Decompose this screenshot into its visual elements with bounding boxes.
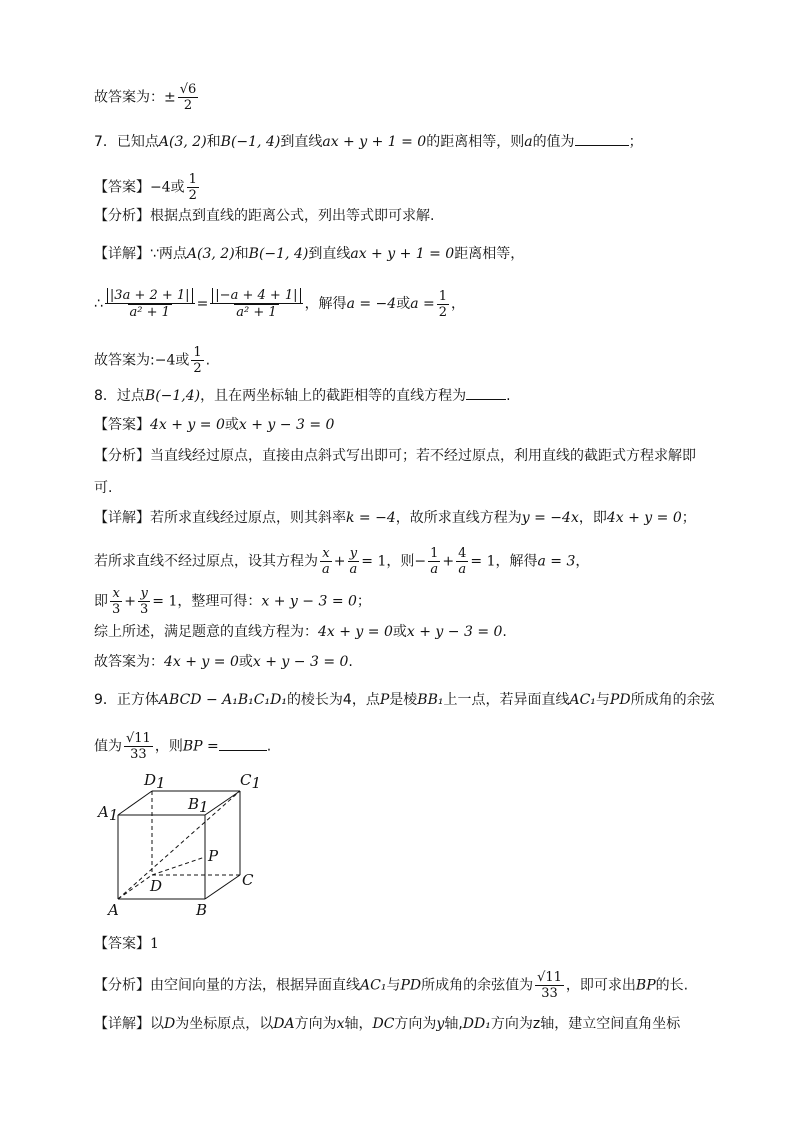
prev-answer-line: 故答案为：± $\frac{√6}{2}$ bbox=[94, 82, 197, 113]
question-8: 8．过点B(−1,4)，且在两坐标轴上的截距相等的直线方程为 . bbox=[94, 385, 511, 406]
q8-analysis-l2: 可. bbox=[94, 480, 113, 496]
segment-pd bbox=[152, 857, 205, 875]
label-d1: D1 bbox=[144, 771, 166, 792]
label-c1: C1 bbox=[240, 771, 262, 792]
label-b1: B1 bbox=[188, 795, 209, 816]
q7-detail: 【详解】∵两点A(3, 2)和B(−1, 4)到直线ax + y + 1 = 0距离相等， bbox=[94, 246, 525, 262]
q8-detail-2: 若所求直线不经过原点，设其方程为 $\frac{x}{a}$ + $\frac{y}{a}$ = 1，则− $\frac{1}{a}$ + $\frac{4}{a}$ = 1，解得a = 3， bbox=[94, 546, 590, 577]
q9-detail: 【详解】以D为坐标原点，以DA方向为x轴，DC方向为y轴,DD₁方向为z轴，建立空间直角坐标 bbox=[94, 1016, 681, 1032]
answer-blank bbox=[575, 131, 629, 146]
cube-figure bbox=[90, 765, 280, 925]
edge-bc bbox=[205, 875, 240, 899]
label-c: C bbox=[242, 871, 254, 889]
q8-answer: 【答案】4x + y = 0或x + y − 3 = 0 bbox=[94, 417, 335, 433]
q7-answer: 【答案】−4或 $\frac{1}{2}$ bbox=[94, 172, 197, 203]
detail-tag: 【详解】 bbox=[94, 246, 150, 262]
label-a1: A1 bbox=[98, 803, 119, 824]
answer-blank bbox=[219, 736, 267, 751]
analysis-tag: 【分析】 bbox=[94, 208, 150, 224]
label-p: P bbox=[208, 847, 219, 865]
q8-detail-1: 【详解】若所求直线经过原点，则其斜率k = −4，故所求直线方程为y = −4x，即4x + y = 0； bbox=[94, 510, 696, 526]
question-7: 7．已知点A(3, 2)和B(−1, 4)到直线ax + y + 1 = 0的距离相等，则a的值为 ； bbox=[94, 131, 643, 152]
q8-detail-3: 即 $\frac{x}{3}$ + $\frac{y}{3}$ = 1，整理可得：x + y − 3 = 0； bbox=[94, 586, 371, 617]
q8-detail-4: 综上所述，满足题意的直线方程为：4x + y = 0或x + y − 3 = 0. bbox=[94, 624, 507, 640]
q9-answer: 【答案】1 bbox=[94, 936, 159, 952]
question-9-line2: 值为 $\frac{√11}{33}$ ，则BP = . bbox=[94, 731, 272, 762]
diagonal-ac1 bbox=[118, 791, 240, 899]
question-9: 9．正方体ABCD − A₁B₁C₁D₁的棱长为4，点P是棱BB₁上一点，若异面直线AC₁与PD所成角的余弦 bbox=[94, 692, 715, 708]
q8-detail-5: 故答案为：4x + y = 0或x + y − 3 = 0. bbox=[94, 654, 353, 670]
edge-b1c1 bbox=[205, 791, 240, 815]
label-a: A bbox=[108, 901, 119, 919]
fraction: $\frac{√6}{2}$ bbox=[179, 82, 197, 113]
q7-analysis: 【分析】根据点到直线的距离公式，列出等式即可求解. bbox=[94, 208, 435, 224]
q7-equation: ∴ $\frac{|3a + 2 + 1|}{\text{a² + 1}}$ = $\frac{|-a + 4 + 1|}{\text{a² + 1}}$ ，解得a = −4或a = $\frac{1}{2}$ ， bbox=[94, 288, 465, 320]
q9-analysis: 【分析】由空间向量的方法，根据异面直线AC₁与PD所成角的余弦值为 $\frac{√11}{33}$ ，即可求出BP的长. bbox=[94, 970, 689, 1001]
q7-final: 故答案为:−4或 $\frac{1}{2}$ . bbox=[94, 345, 211, 376]
label-b: B bbox=[196, 901, 208, 919]
edge-a1d1 bbox=[118, 791, 152, 815]
answer-blank bbox=[466, 385, 506, 400]
answer-tag: 【答案】 bbox=[94, 179, 150, 196]
q8-analysis-l1: 【分析】当直线经过原点，直接由点斜式写出即可；若不经过原点，利用直线的截距式方程求解即 bbox=[94, 448, 696, 464]
edge-ad-hidden bbox=[118, 875, 152, 899]
label-d: D bbox=[150, 877, 163, 895]
